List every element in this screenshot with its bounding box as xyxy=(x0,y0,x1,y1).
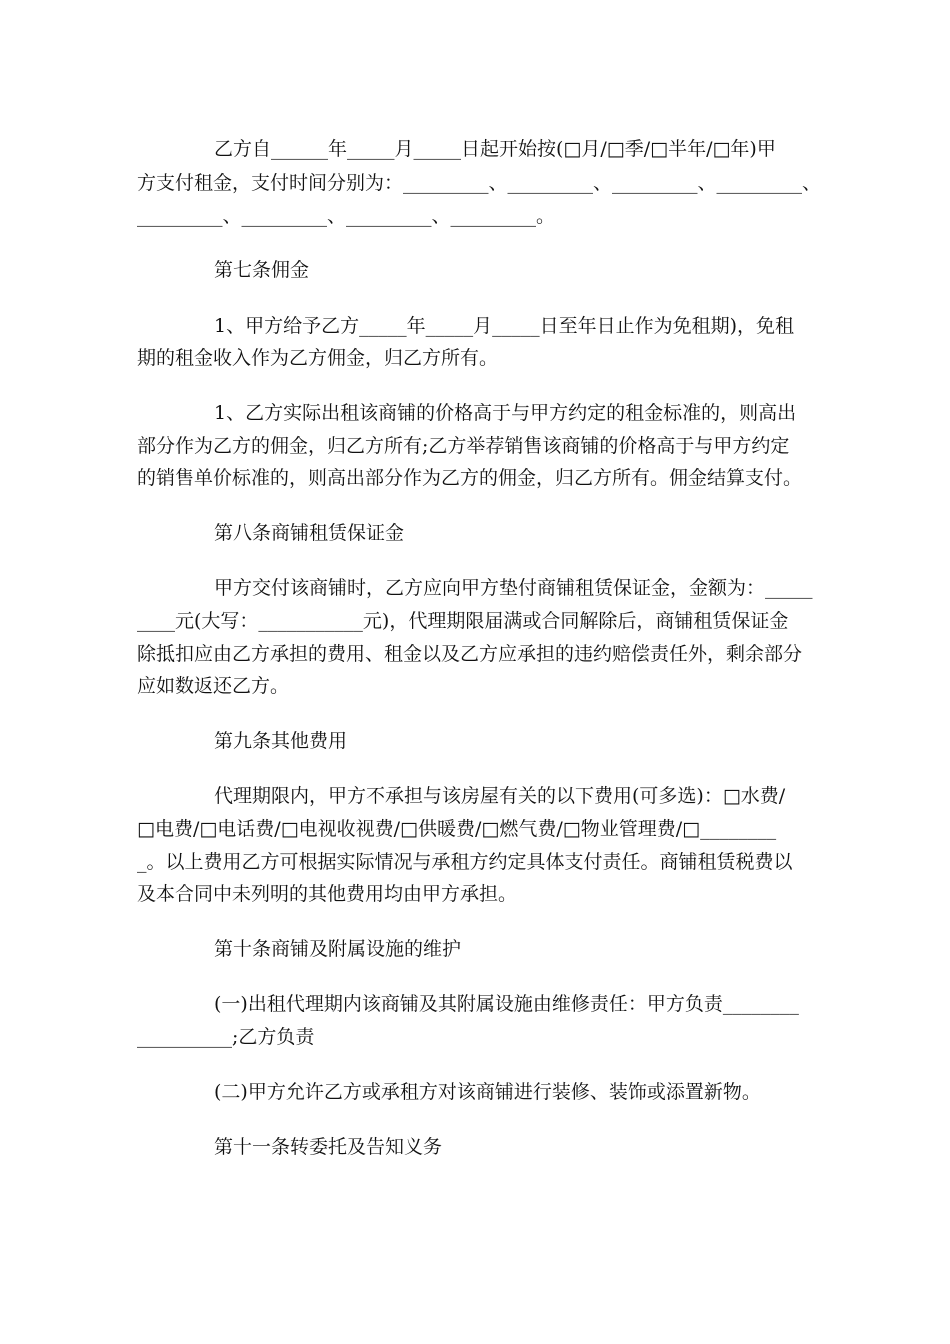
paragraph-line: __________;乙方负责 xyxy=(137,1026,315,1048)
paragraph-line: (一)出租代理期内该商铺及其附属设施由维修责任：甲方负责________ xyxy=(214,993,799,1015)
paragraph-line: 1、乙方实际出租该商铺的价格高于与甲方约定的租金标准的，则高出 xyxy=(214,402,797,424)
paragraph-line: 及本合同中未列明的其他费用均由甲方承担。 xyxy=(137,883,518,905)
paragraph-line: 部分作为乙方的佣金，归乙方所有;乙方举荐销售该商铺的价格高于与甲方约定 xyxy=(137,435,790,457)
paragraph-line: 代理期限内，甲方不承担与该房屋有关的以下费用(可多选)：□水费/ xyxy=(214,785,786,807)
section-heading: 第十一条转委托及告知义务 xyxy=(214,1136,443,1158)
paragraph-line: 应如数返还乙方。 xyxy=(137,675,290,697)
paragraph-line: 除抵扣应由乙方承担的费用、租金以及乙方应承担的违约赔偿责任外，剩余部分 xyxy=(137,643,803,665)
section-heading: 第八条商铺租赁保证金 xyxy=(214,522,405,544)
paragraph-line: _________、_________、_________、_________。 xyxy=(137,205,556,227)
section-heading: 第十条商铺及附属设施的维护 xyxy=(214,938,462,960)
paragraph-line: (二)甲方允许乙方或承租方对该商铺进行装修、装饰或添置新物。 xyxy=(214,1081,761,1103)
section-heading: 第七条佣金 xyxy=(214,259,310,281)
paragraph-line: 甲方交付该商铺时，乙方应向甲方垫付商铺租赁保证金，金额为：_____ xyxy=(214,577,813,599)
paragraph-line: 乙方自______年_____月_____日起开始按(□月/□季/□半年/□年)甲 xyxy=(214,138,776,160)
paragraph-line: 1、甲方给予乙方_____年_____月_____日至年日止作为免租期)，免租 xyxy=(214,315,795,337)
paragraph-line: 方支付租金，支付时间分别为：_________、_________、_________、_________、 xyxy=(137,172,822,194)
section-heading: 第九条其他费用 xyxy=(214,730,348,752)
paragraph-line: ____元(大写：___________元)，代理期限届满或合同解除后，商铺租赁保证金 xyxy=(137,610,789,632)
paragraph-line: _。以上费用乙方可根据实际情况与承租方约定具体支付责任。商铺租赁税费以 xyxy=(137,851,793,873)
paragraph-line: 的销售单价标准的，则高出部分作为乙方的佣金，归乙方所有。佣金结算支付。 xyxy=(137,467,803,489)
paragraph-line: □电费/□电话费/□电视收视费/□供暖费/□燃气费/□物业管理费/□________ xyxy=(137,818,777,840)
paragraph-line: 期的租金收入作为乙方佣金，归乙方所有。 xyxy=(137,347,499,369)
